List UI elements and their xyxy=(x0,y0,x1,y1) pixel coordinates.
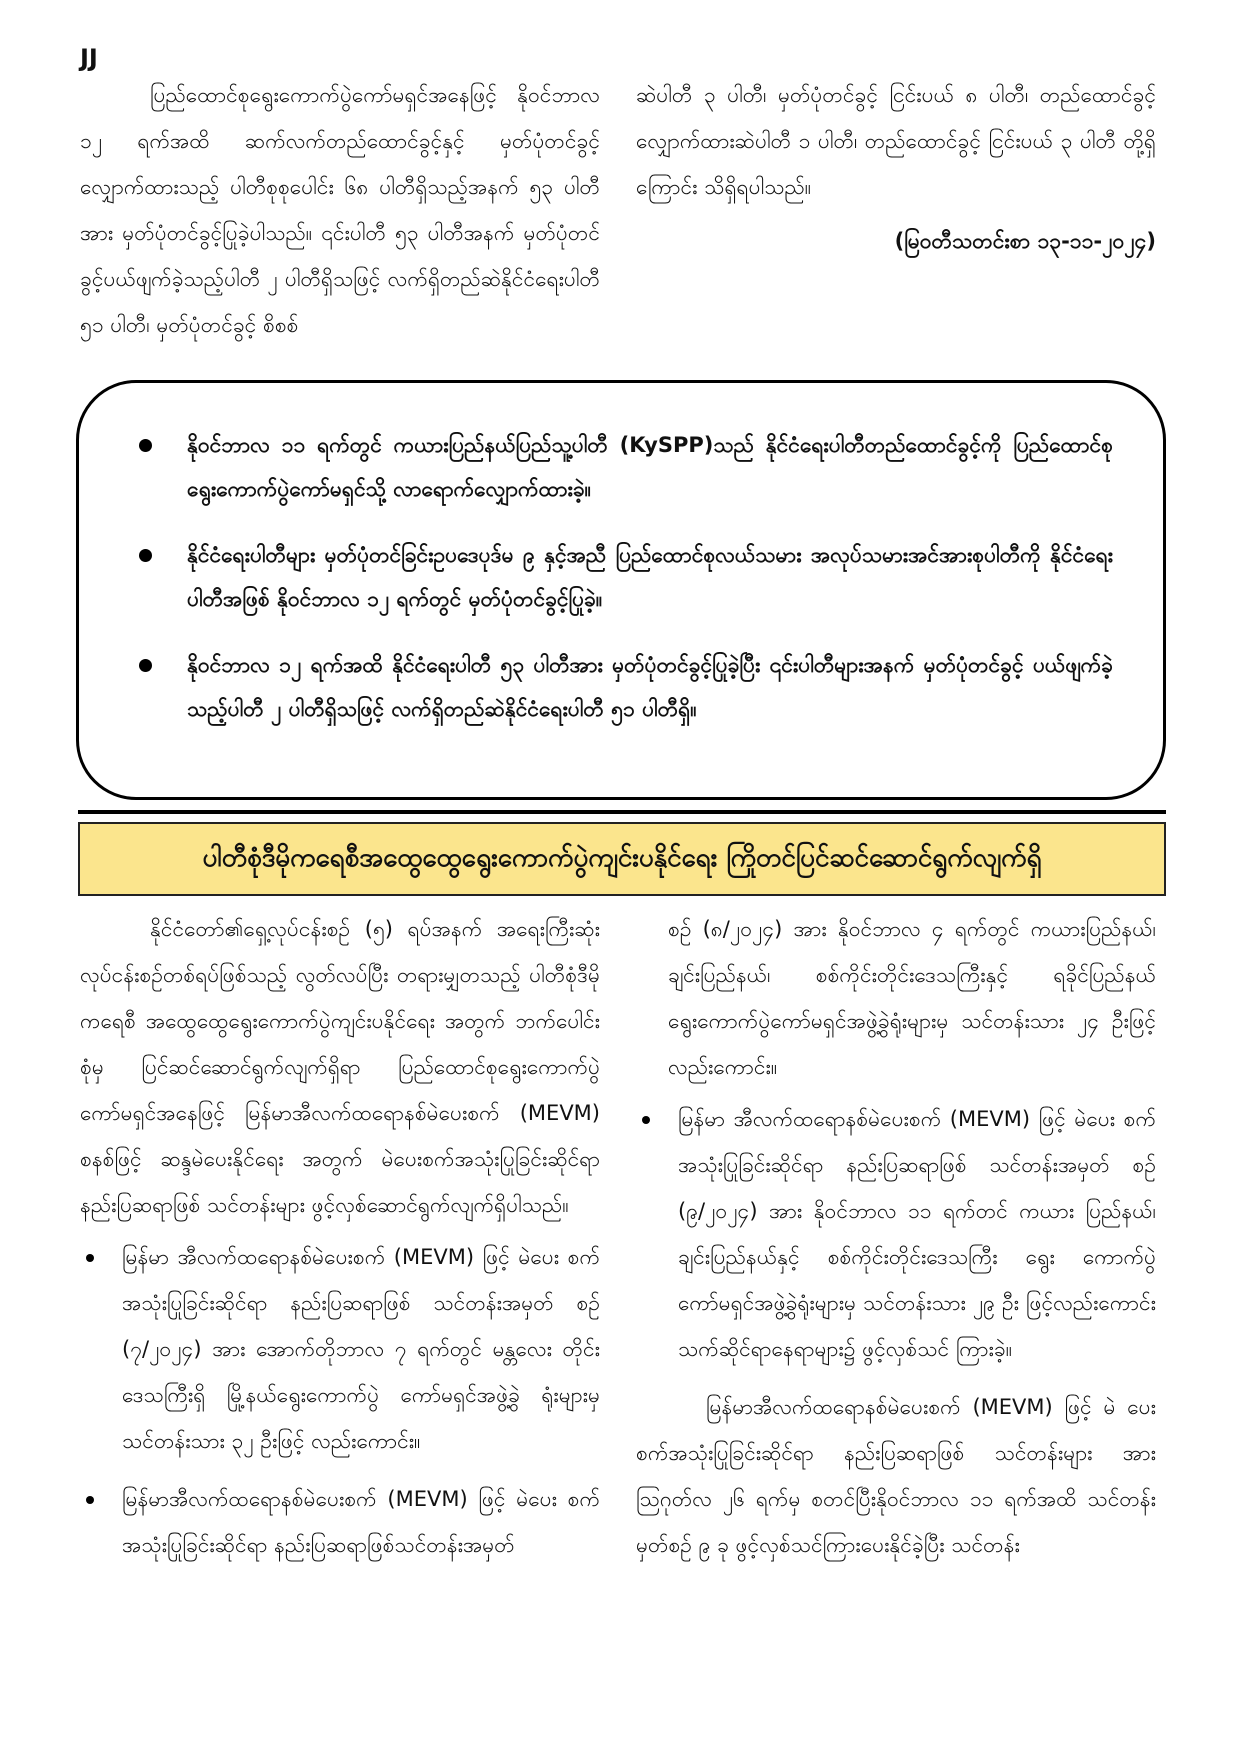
article-closing: မြန်မာအီလက်ထရောနစ်မဲပေးစက် (MEVM) ဖြင့် မဲ ပေးစက်အသုံးပြုခြင်းဆိုင်ရာ နည်းပြဆရာဖြစ် သင်တန်းများ အား ဩဂုတ်လ ၂၆ ရက်မှ စတင်ပြီးနိုဝင်ဘာလ ၁၁ ရက်အထိ သင်တန်းမှတ်စဉ် ၉ ခု ဖွင့်လှစ်သင်ကြားပေးနိုင်ခဲ့ပြီး သင်တန်း xyxy=(636,1395,1156,1557)
top-right-paragraph: ဆဲပါတီ ၃ ပါတီ၊ မှတ်ပုံတင်ခွင့် ငြင်းပယ် ၈ ပါတီ၊ တည်ထောင်ခွင့် လျှောက်ထားဆဲပါတီ ၁ ပါတီ၊ တည်ထောင်ခွင့် ငြင်းပယ် ၃ ပါတီ တို့ရှိကြောင်း သိရှိရပါသည်။ xyxy=(636,83,1156,199)
source-citation: (မြဝတီသတင်းစာ ၁၃-၁၁-၂၀၂၄) xyxy=(894,229,1156,253)
summary-list xyxy=(139,423,1113,731)
list-item: မြန်မာအီလက်ထရောနစ်မဲပေးစက် (MEVM) ဖြင့် မဲပေး စက်အသုံးပြုခြင်းဆိုင်ရာ နည်းပြဆရာဖြစ်သင်တန်းအမှတ် xyxy=(80,1476,600,1568)
article-right-bullets xyxy=(636,1096,1156,1372)
summary-item: နိုဝင်ဘာလ ၁၂ ရက်အထိ နိုင်ငံရေးပါတီ ၅၃ ပါတီအား မှတ်ပုံတင်ခွင့်ပြုခဲ့ပြီး ၎င်းပါတီများအနက် မှတ်ပုံတင်ခွင့် ပယ်ဖျက်ခဲ့သည့်ပါတီ ၂ ပါတီရှိသဖြင့် လက်ရှိတည်ဆဲနိုင်ငံရေးပါတီ ၅၁ ပါတီရှိ။ xyxy=(139,643,1113,731)
section-divider xyxy=(78,810,1166,814)
article-continuation: စဉ် (၈/၂၀၂၄) အား နိုဝင်ဘာလ ၄ ရက်တွင် ကယားပြည်နယ်၊ ချင်းပြည်နယ်၊ စစ်ကိုင်းတိုင်းဒေသကြီးနှင့် ရခိုင်ပြည်နယ်ရွေးကောက်ပွဲကော်မရှင်အဖွဲ့ခွဲရုံးများမှ သင်တန်းသား ၂၄ ဦးဖြင့်လည်းကောင်း။ xyxy=(668,917,1156,1079)
summary-item: နိုဝင်ဘာလ ၁၁ ရက်တွင် ကယားပြည်နယ်ပြည်သူ့ပါတီ (KySPP)သည် နိုင်ငံရေးပါတီတည်ထောင်ခွင့်ကို ပြည်ထောင်စုရွေးကောက်ပွဲကော်မရှင်သို့ လာရောက်လျှောက်ထားခဲ့။ xyxy=(139,423,1113,511)
summary-item: နိုင်ငံရေးပါတီများ မှတ်ပုံတင်ခြင်းဥပဒေပုဒ်မ ၉ နှင့်အညီ ပြည်ထောင်စုလယ်သမား အလုပ်သမားအင်အားစုပါတီကို နိုင်ငံရေးပါတီအဖြစ် နိုဝင်ဘာလ ၁၂ ရက်တွင် မှတ်ပုံတင်ခွင့်ပြုခဲ့။ xyxy=(139,533,1113,621)
article-left-column xyxy=(80,906,600,1580)
article-intro: နိုင်ငံတော်၏ရှေ့လုပ်ငန်းစဉ် (၅) ရပ်အနက် အရေးကြီးဆုံး လုပ်ငန်းစဉ်တစ်ရပ်ဖြစ်သည့် လွတ်လပ်ပြီး တရားမျှတသည့် ပါတီစုံဒီမိုကရေစီ အထွေထွေရွေးကောက်ပွဲကျင်းပနိုင်ရေး အတွက် ဘက်ပေါင်းစုံမှ ပြင်ဆင်ဆောင်ရွက်လျက်ရှိရာ ပြည်ထောင်စုရွေးကောက်ပွဲကော်မရှင်အနေဖြင့် မြန်မာအီလက်ထရောနစ်မဲပေးစက် (MEVM) စနစ်ဖြင့် ဆန္ဒမဲပေးနိုင်ရေး အတွက် မဲပေးစက်အသုံးပြုခြင်းဆိုင်ရာ နည်းပြဆရာဖြစ် သင်တန်းများ ဖွင့်လှစ်ဆောင်ရွက်လျက်ရှိပါသည်။ xyxy=(80,917,600,1217)
article-right-column xyxy=(636,906,1156,1574)
top-left-paragraph: ပြည်ထောင်စုရွေးကောက်ပွဲကော်မရှင်အနေဖြင့် နိုဝင်ဘာလ ၁၂ ရက်အထိ ဆက်လက်တည်ထောင်ခွင့်နှင့် မှတ်ပုံတင်ခွင့် လျှောက်ထားသည့် ပါတီစုစုပေါင်း ၆၈ ပါတီရှိသည့်အနက် ၅၃ ပါတီအား မှတ်ပုံတင်ခွင့်ပြုခဲ့ပါသည်။ ၎င်းပါတီ ၅၃ ပါတီအနက် မှတ်ပုံတင်ခွင့်ပယ်ဖျက်ခဲ့သည့်ပါတီ ၂ ပါတီရှိသဖြင့် လက်ရှိတည်ဆဲနိုင်ငံရေးပါတီ ၅၁ ပါတီ၊ မှတ်ပုံတင်ခွင့် စိစစ် xyxy=(80,83,600,337)
list-item: မြန်မာ အီလက်ထရောနစ်မဲပေးစက် (MEVM) ဖြင့် မဲပေး စက်အသုံးပြုခြင်းဆိုင်ရာ နည်းပြဆရာဖြစ် သင်တန်းအမှတ် စဉ် (၉/၂၀၂၄) အား နိုဝင်ဘာလ ၁၁ ရက်တင် ကယား ပြည်နယ်၊ ချင်းပြည်နယ်နှင့် စစ်ကိုင်းတိုင်းဒေသကြီး ရွေး ကောက်ပွဲကော်မရှင်အဖွဲ့ခွဲရုံးများမှ သင်တန်းသား ၂၉ ဦး ဖြင့်လည်းကောင်း သက်ဆိုင်ရာနေရာများ၌ ဖွင့်လှစ်သင် ကြားခဲ့။ xyxy=(636,1096,1156,1372)
page-number: JJ xyxy=(80,44,98,72)
top-left-column xyxy=(80,72,600,354)
top-right-column xyxy=(636,72,1156,270)
list-item: မြန်မာ အီလက်ထရောနစ်မဲပေးစက် (MEVM) ဖြင့် မဲပေး စက်အသုံးပြုခြင်းဆိုင်ရာ နည်းပြဆရာဖြစ် သင်တန်းအမှတ် စဉ် (၇/၂၀၂၄) အား အောက်တိုဘာလ ၇ ရက်တွင် မန္တလေး တိုင်းဒေသကြီးရှိ မြို့နယ်ရွေးကောက်ပွဲ ကော်မရှင်အဖွဲ့ခွဲ ရုံးများမှ သင်တန်းသား ၃၂ ဦးဖြင့် လည်းကောင်း။ xyxy=(80,1234,600,1464)
summary-box xyxy=(76,380,1166,800)
article-headline: ပါတီစုံဒီမိုကရေစီအထွေထွေရွေးကောက်ပွဲကျင်းပနိုင်ရေး ကြိုတင်ပြင်ဆင်ဆောင်ရွက်လျက်ရှိ xyxy=(78,822,1166,896)
article-left-bullets xyxy=(80,1234,600,1568)
